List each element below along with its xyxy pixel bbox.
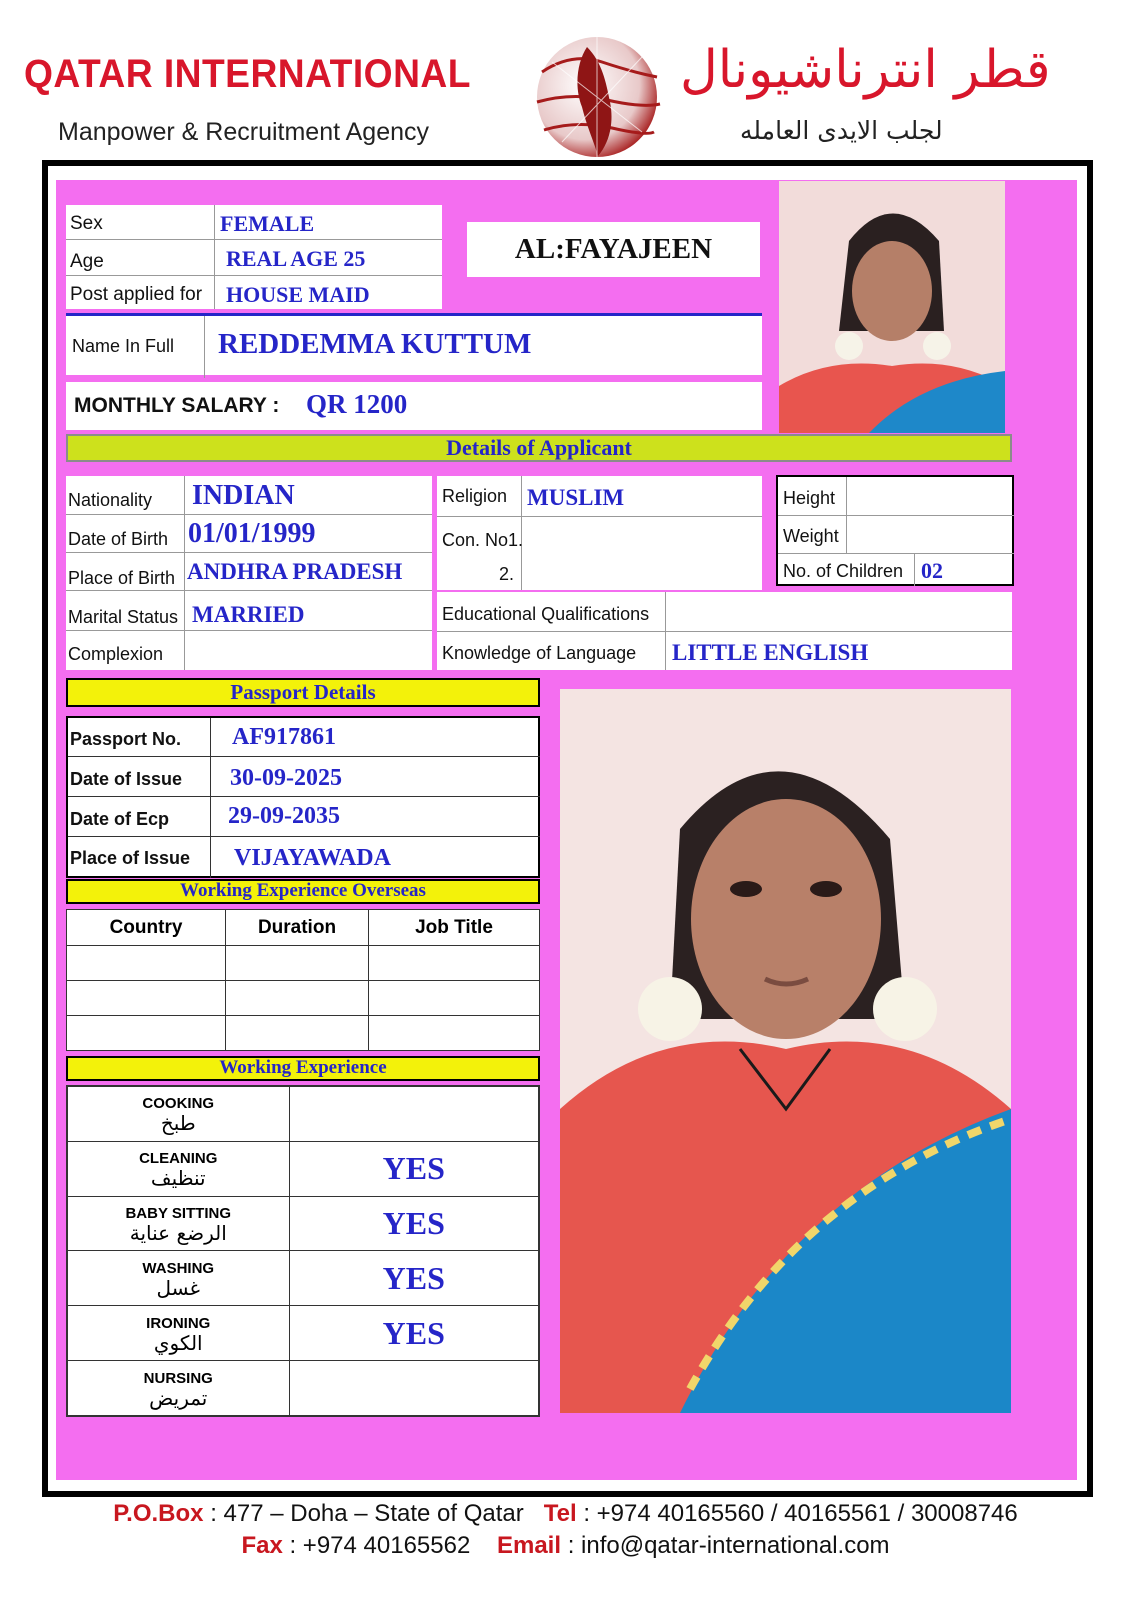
skill-baby-sitting-value: YES — [289, 1196, 539, 1251]
language-label: Knowledge of Language — [442, 643, 637, 663]
salary-box — [66, 382, 762, 430]
name-label: Name In Full — [72, 336, 175, 356]
footer-contact-line — [0, 1532, 1131, 1560]
skill-washing: WASHING — [142, 1259, 215, 1277]
skill-baby-sitting-ar: الرضع عناية — [129, 1221, 227, 1246]
skill-cooking: COOKING — [142, 1095, 215, 1113]
post-label: Post applied for — [70, 284, 203, 305]
globe-logo-icon — [532, 32, 662, 162]
skill-cooking-value — [289, 1086, 539, 1141]
name-box — [66, 313, 762, 375]
skill-nursing: NURSING — [143, 1369, 213, 1387]
footer-address-line — [0, 1500, 1131, 1528]
skill-baby-sitting: BABY SITTING — [125, 1205, 232, 1223]
contact1-label: Con. No1. — [442, 530, 524, 550]
salary-value: QR 1200 — [306, 389, 408, 419]
marital-label: Marital Status — [68, 607, 179, 627]
dob-label: Date of Birth — [68, 529, 169, 549]
company-name-arabic: قطر انترناشيونال — [680, 40, 1051, 100]
post-value: HOUSE MAID — [226, 282, 370, 307]
table-row — [67, 1016, 540, 1051]
contact2-label: 2. — [499, 564, 515, 584]
details-left-box — [66, 476, 432, 670]
pobox-label: P.O.Box — [113, 1500, 204, 1527]
company-name: QATAR INTERNATIONAL — [24, 52, 471, 96]
weight-label: Weight — [783, 526, 839, 546]
skill-cleaning-ar: تنظيف — [150, 1166, 206, 1191]
passport-issue-value: 30-09-2025 — [230, 765, 342, 791]
details-middle-box — [437, 476, 762, 590]
age-label: Age — [70, 251, 104, 272]
portrait-large-icon — [560, 689, 1011, 1413]
email-label: Email — [496, 1532, 562, 1559]
passport-expiry-value: 29-09-2035 — [228, 803, 340, 829]
dob-value: 01/01/1999 — [188, 518, 316, 549]
name-value: REDDEMMA KUTTUM — [218, 328, 532, 360]
table-row — [67, 1196, 539, 1251]
company-tagline: Manpower & Recruitment Agency — [58, 118, 430, 146]
overseas-duration-header: Duration — [226, 910, 369, 946]
age-value: REAL AGE 25 — [226, 246, 366, 271]
language-value: LITTLE ENGLISH — [672, 640, 869, 665]
overseas-country-header: Country — [67, 910, 226, 946]
overseas-title: Working Experience Overseas — [180, 880, 426, 901]
fax-value: : +974 40165562 — [289, 1532, 471, 1559]
fax-label: Fax — [241, 1532, 283, 1559]
tel-value: : +974 40165560 / 40165561 / 30008746 — [583, 1500, 1018, 1527]
details-right-box — [776, 475, 1014, 586]
salary-label: MONTHLY SALARY : — [74, 394, 280, 417]
applicant-photo-large — [560, 689, 1011, 1413]
skill-ironing: IRONING — [146, 1314, 211, 1332]
table-row — [67, 1141, 539, 1196]
religion-value: MUSLIM — [527, 485, 625, 510]
education-label: Educational Qualifications — [442, 604, 650, 624]
email-value[interactable]: : info@qatar-international.com — [567, 1532, 890, 1559]
pob-label: Place of Birth — [68, 568, 176, 588]
skill-nursing-ar: تمريض — [149, 1385, 208, 1410]
overseas-table — [66, 909, 540, 1051]
experience-table — [66, 1085, 540, 1417]
pob-value: ANDHRA PRADESH — [187, 559, 403, 584]
skill-washing-ar: غسل — [156, 1275, 200, 1300]
passport-box — [66, 716, 540, 878]
company-tagline-arabic: لجلب الايدى العامله — [740, 116, 943, 145]
passport-issue-label: Date of Issue — [70, 769, 183, 789]
table-row — [67, 1306, 539, 1361]
passport-title: Passport Details — [230, 680, 376, 704]
passport-place-value: VIJAYAWADA — [234, 845, 391, 871]
table-row — [67, 946, 540, 981]
experience-header — [66, 1056, 540, 1081]
pobox-value: : 477 – Doha – State of Qatar — [210, 1500, 524, 1527]
complexion-label: Complexion — [68, 644, 164, 664]
skill-washing-value: YES — [289, 1251, 539, 1306]
skill-ironing-ar: الكوي — [153, 1330, 203, 1355]
children-value: 02 — [921, 558, 943, 583]
basic-info-box — [66, 205, 442, 309]
applicant-photo-small — [779, 181, 1005, 433]
agency-ref: AL:FAYAJEEN — [514, 233, 713, 265]
height-label: Height — [783, 488, 836, 508]
passport-expiry-label: Date of Ecp — [70, 809, 170, 829]
passport-no-value: AF917861 — [232, 724, 336, 750]
details-title: Details of Applicant — [446, 435, 632, 460]
skill-cleaning: CLEANING — [139, 1150, 218, 1168]
children-label: No. of Children — [783, 561, 904, 581]
sex-value: FEMALE — [220, 211, 315, 236]
passport-no-label: Passport No. — [70, 729, 182, 749]
passport-place-label: Place of Issue — [70, 848, 191, 868]
agency-ref-box — [467, 222, 760, 277]
sex-label: Sex — [70, 213, 103, 234]
religion-label: Religion — [442, 486, 508, 506]
table-row — [67, 1361, 539, 1416]
tel-label: Tel — [543, 1500, 577, 1527]
nationality-value: INDIAN — [192, 480, 295, 511]
skill-nursing-value — [289, 1361, 539, 1416]
skill-cooking-ar: طبخ — [160, 1111, 196, 1136]
details-header — [66, 434, 1012, 462]
skill-cleaning-value: YES — [289, 1141, 539, 1196]
overseas-header — [66, 879, 540, 904]
marital-value: MARRIED — [192, 602, 305, 627]
table-row — [67, 1086, 539, 1141]
education-language-box — [437, 592, 1012, 670]
overseas-jobtitle-header: Job Title — [369, 910, 540, 946]
portrait-icon — [779, 181, 1005, 433]
table-row — [67, 1251, 539, 1306]
experience-title: Working Experience — [219, 1057, 387, 1078]
skill-ironing-value: YES — [289, 1306, 539, 1361]
table-row — [67, 981, 540, 1016]
nationality-label: Nationality — [68, 490, 153, 510]
passport-header — [66, 678, 540, 707]
